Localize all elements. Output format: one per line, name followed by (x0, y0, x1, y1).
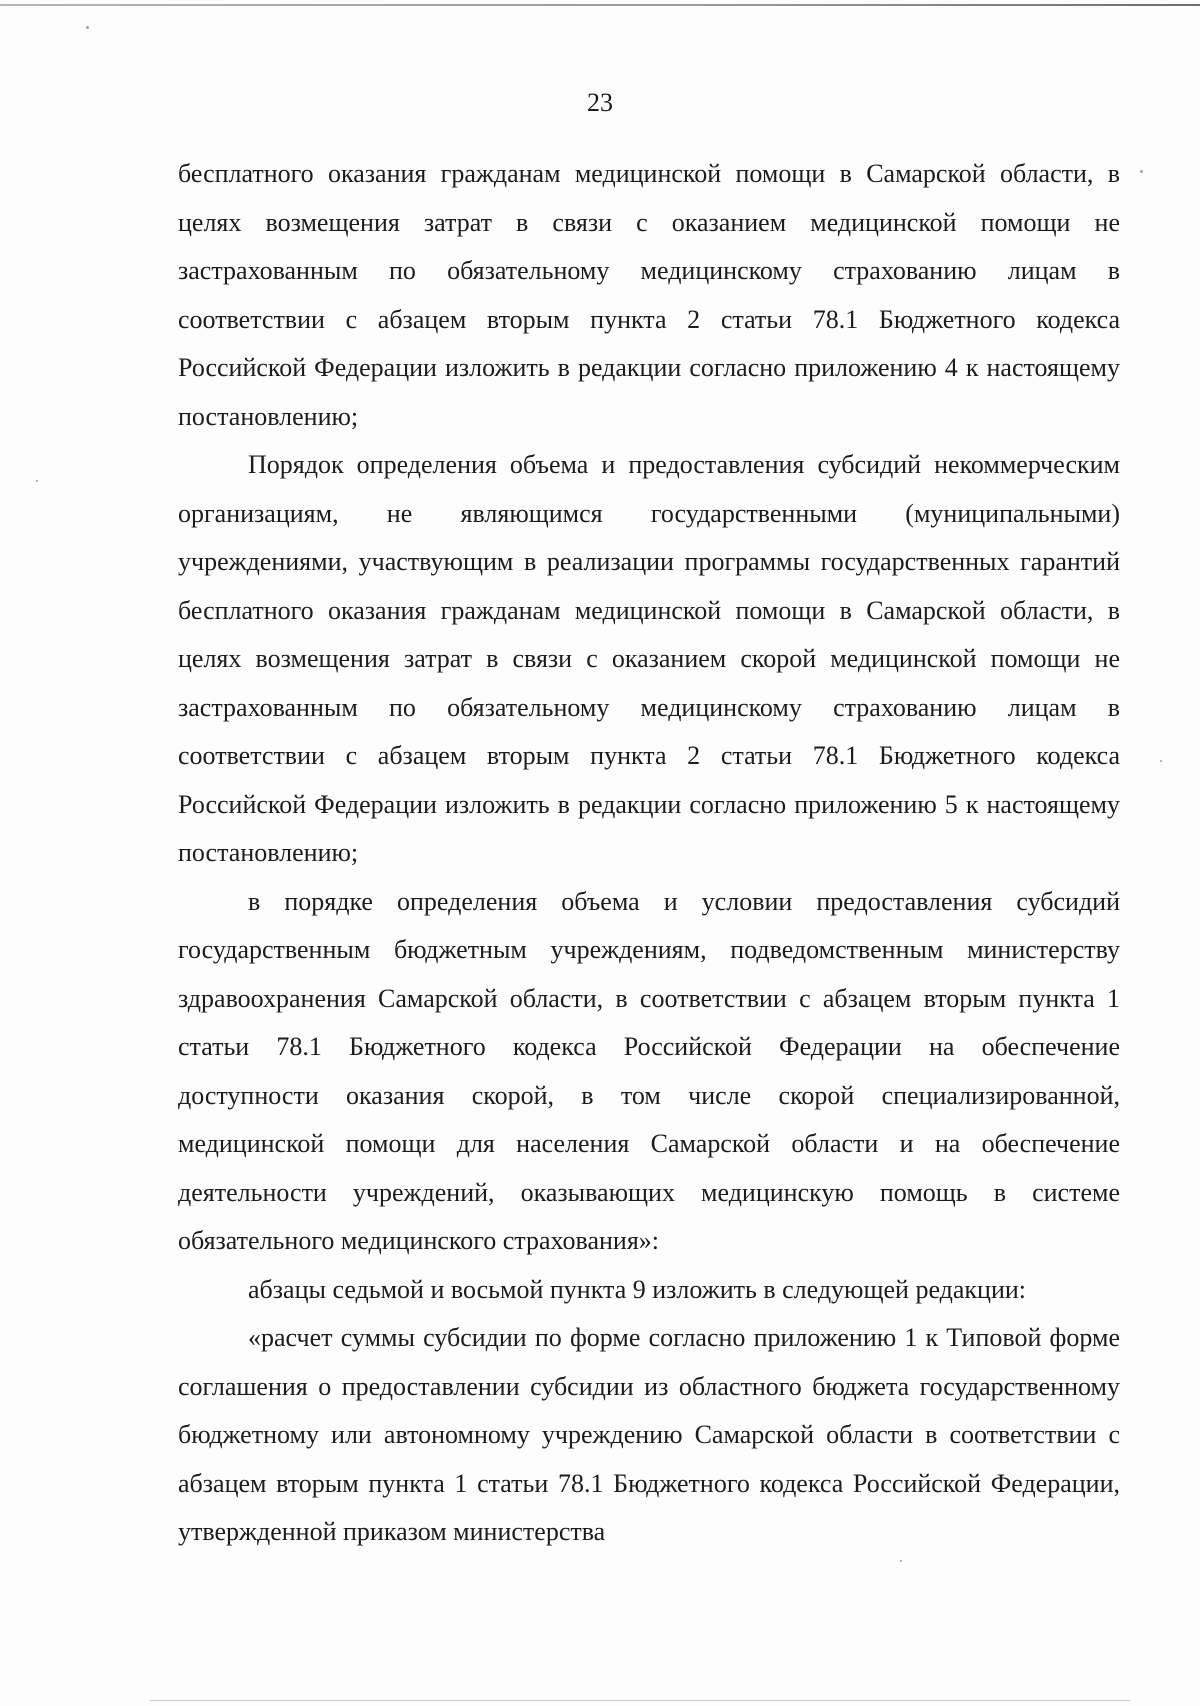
paragraph-4: абзацы седьмой и восьмой пункта 9 изложить в следующей редакции: (248, 1274, 1027, 1304)
paragraph-3: в порядке определения объема и условии предоставления субсидий государственным бюджетным учреждениям, подведомственным министерству здравоохранения Самарской области, в соответствии с абзацем вторым пункта 1 статьи 78.1 Бюджетного кодекса Российской Федерации на обеспечение доступности оказания скорой, в том числе скорой специализированной, медицинской помощи для населения Самарской области и на обеспечение деятельности учреждений, оказывающих медицинскую помощь в системе обязательного медицинского страхования»: (178, 886, 1120, 1255)
scan-speck (1140, 170, 1143, 173)
paragraph-1: бесплатного оказания гражданам медицинской помощи в Самарской области, в целях возмещения затрат в связи с оказанием медицинской помощи не застрахованным по обязательному медицинскому страхованию лицам в соответствии с абзацем вторым пункта 2 статьи 78.1 Бюджетного кодекса Российской Федерации изложить в редакции согласно приложению 4 к настоящему постановлению; (178, 159, 1120, 431)
paragraph-2: Порядок определения объема и предоставления субсидий некоммерческим организациям, не являющимся государственными (муниципальными) учреждениями, участвующим в реализации программы государственных гарантий бесплатного оказания гражданам медицинской помощи в Самарской области, в целях возмещения затрат в связи с оказанием скорой медицинской помощи не застрахованным по обязательному медицинскому страхованию лицам в соответствии с абзацем вторым пункта 2 статьи 78.1 Бюджетного кодекса Российской Федерации изложить в редакции согласно приложению 5 к настоящему постановлению; (178, 450, 1120, 867)
scan-speck (86, 26, 89, 29)
page-number: 23 (587, 88, 613, 117)
scan-speck (36, 480, 38, 482)
scan-bottom-edge (150, 1700, 1130, 1701)
scan-speck (1160, 760, 1162, 762)
document-body (178, 150, 1120, 1557)
paragraph-5: «расчет суммы субсидии по форме согласно приложению 1 к Типовой форме соглашения о предоставлении субсидии из областного бюджета государственному бюджетному или автономному учреждению Самарской области в соответствии с абзацем вторым пункта 1 статьи 78.1 Бюджетного кодекса Российской Федерации, утвержденной приказом министерства (178, 1323, 1120, 1546)
scan-top-edge (0, 4, 1200, 6)
scan-speck (900, 1560, 902, 1562)
